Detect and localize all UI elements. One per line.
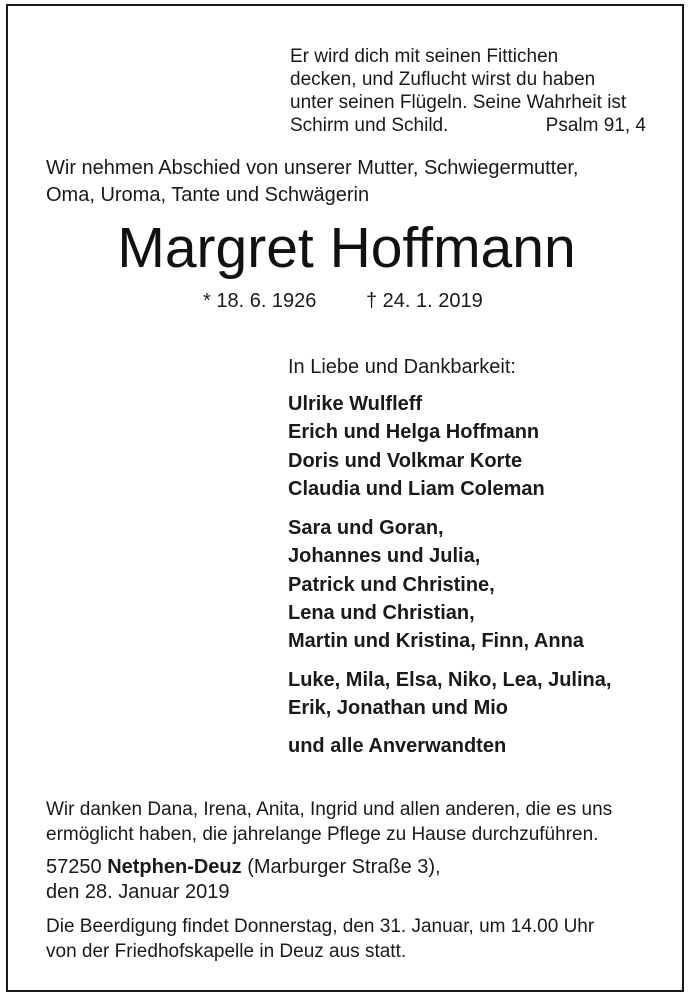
list-item: Luke, Mila, Elsa, Niko, Lea, Julina, (288, 669, 612, 691)
psalm-quote (290, 45, 646, 137)
relatives-line: und alle Anverwandten (288, 735, 507, 757)
note-line: Wir danken Dana, Irena, Anita, Ingrid und allen anderen, die es uns (46, 799, 613, 820)
farewell-intro (46, 155, 578, 209)
thanks-note (46, 797, 612, 847)
list-item: Martin und Kristina, Finn, Anna (288, 630, 584, 653)
list-item: Sara und Goran, (288, 517, 444, 539)
postal-code: 57250 (46, 856, 102, 878)
note-line: ermöglicht haben, die jahrelange Pflege zu Hause durchzuführen. (46, 824, 599, 845)
psalm-line: decken, und Zuflucht wirst du haben (290, 69, 596, 90)
psalm-line: Er wird dich mit seinen Fittichen (290, 46, 559, 67)
psalm-last-line (290, 114, 646, 137)
list-item: Lena und Christian, (288, 601, 475, 624)
list-item: Johannes und Julia, (288, 545, 481, 568)
list-item: Erich und Helga Hoffmann (288, 421, 540, 444)
list-item: Ulrike Wulfleff (288, 393, 423, 415)
psalm-line: unter seinen Flügeln. Seine Wahrheit ist (290, 92, 627, 113)
intro-line: Wir nehmen Abschied von unserer Mutter, Schwiegermutter, (46, 157, 579, 179)
burial-line: von der Friedhofskapelle in Deuz aus statt. (46, 941, 407, 962)
list-item: Claudia und Liam Coleman (288, 477, 545, 500)
burial-info (46, 914, 594, 964)
address-line (46, 855, 441, 880)
town-name: Netphen-Deuz (107, 856, 242, 878)
list-item: Patrick und Christine, (288, 573, 495, 596)
list-item: Erik, Jonathan und Mio (288, 697, 509, 720)
children-list (288, 390, 545, 503)
address-block (46, 855, 441, 905)
burial-line: Die Beerdigung findet Donnerstag, den 31. Januar, um 14.00 Uhr (46, 916, 595, 937)
list-item: Doris und Volkmar Korte (288, 449, 523, 472)
great-grandchildren-list (288, 666, 611, 723)
birth-date: * 18. 6. 1926 (203, 290, 317, 312)
deceased-name: Margret Hoffmann (117, 216, 576, 280)
intro-line: Oma, Uroma, Tante und Schwägerin (46, 184, 370, 206)
death-date: † 24. 1. 2019 (366, 290, 483, 312)
street: (Marburger Straße 3), (247, 856, 441, 878)
notice-date: den 28. Januar 2019 (46, 881, 230, 903)
mourners-heading: In Liebe und Dankbarkeit: (288, 356, 516, 378)
psalm-reference: Psalm 91, 4 (545, 115, 646, 136)
psalm-line: Schirm und Schild. (290, 115, 449, 136)
grandchildren-list (288, 514, 584, 655)
